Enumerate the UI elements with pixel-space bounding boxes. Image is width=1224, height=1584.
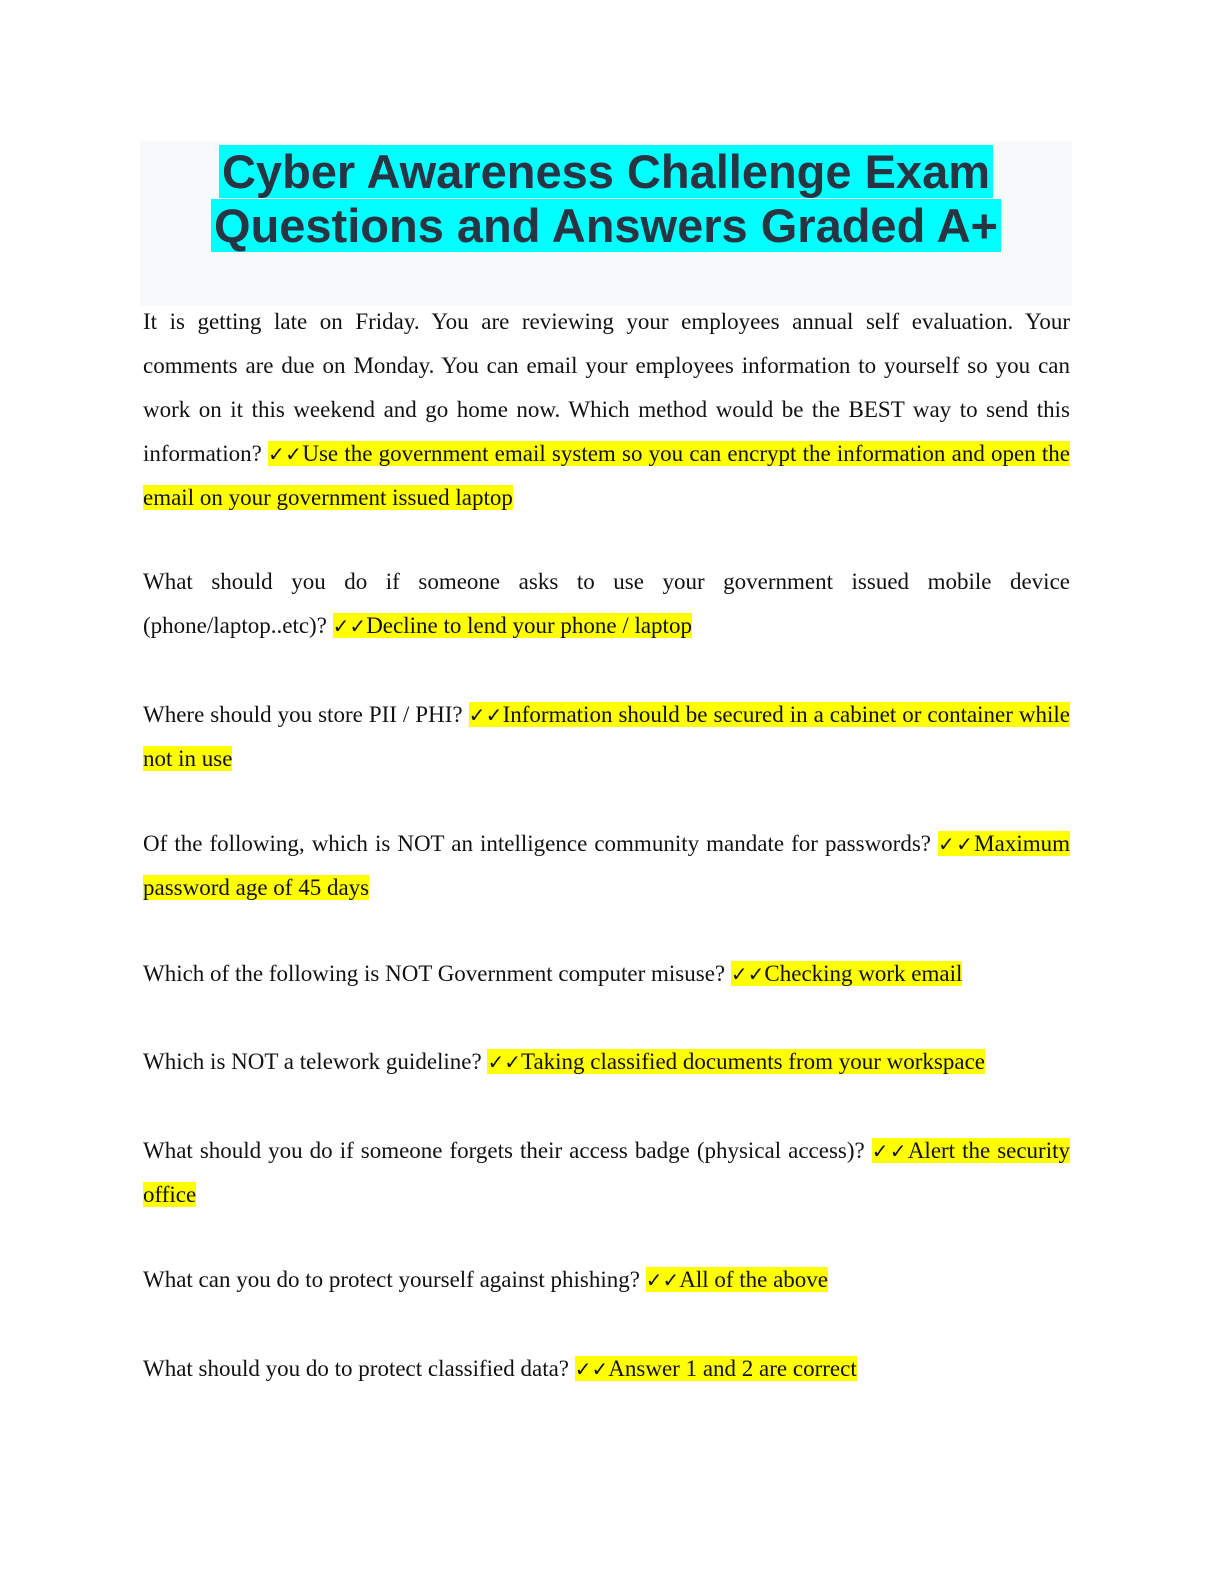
- question-text: What should you do if someone asks to use your government issued mobile device (phone/laptop..etc)?: [143, 569, 1070, 638]
- answer-text: Decline to lend your phone / laptop: [366, 613, 692, 638]
- answer-text: Alert the security office: [143, 1138, 1070, 1207]
- question-answer-list: [143, 300, 1070, 1391]
- qa-item: [143, 952, 1070, 996]
- qa-item: [143, 1258, 1070, 1302]
- question-text: What should you do to protect classified data?: [143, 1356, 570, 1381]
- double-check-icon: ✓✓: [871, 1139, 908, 1163]
- qa-item: [143, 1040, 1070, 1084]
- qa-item: [143, 300, 1070, 520]
- question-text: What should you do if someone forgets their access badge (physical access)?: [143, 1138, 865, 1163]
- answer-highlight: [333, 613, 692, 638]
- double-check-icon: ✓✓: [730, 962, 765, 986]
- question-text: What can you do to protect yourself against phishing?: [143, 1267, 640, 1292]
- answer-highlight: [487, 1049, 985, 1074]
- question-text: Which is NOT a telework guideline?: [143, 1049, 482, 1074]
- answer-text: Maximum password age of 45 days: [143, 831, 1070, 900]
- title-banner: [140, 141, 1072, 306]
- question-text: Where should you store PII / PHI?: [143, 702, 463, 727]
- answer-highlight: [575, 1356, 857, 1381]
- question-text: Of the following, which is NOT an intelligence community mandate for passwords?: [143, 831, 931, 856]
- answer-text: Taking classified documents from your workspace: [521, 1049, 986, 1074]
- qa-item: [143, 693, 1070, 781]
- answer-text: Checking work email: [764, 961, 963, 986]
- double-check-icon: ✓✓: [645, 1268, 680, 1292]
- answer-highlight: [731, 961, 963, 986]
- document-title: [140, 141, 1072, 253]
- double-check-icon: ✓✓: [938, 832, 975, 856]
- title-highlight: Cyber Awareness Challenge Exam Questions and Answers Graded A+: [211, 145, 1001, 252]
- qa-item: [143, 1129, 1070, 1217]
- qa-item: [143, 822, 1070, 910]
- question-text: It is getting late on Friday. You are reviewing your employees annual self evaluation. Your comments are due on Monday. You can email your employees information to yourself so you can work on it this weekend and go home now. Which method would be the BEST way to send this information?: [143, 309, 1070, 466]
- double-check-icon: ✓✓: [332, 614, 367, 638]
- answer-text: Information should be secured in a cabinet or container while not in use: [143, 702, 1071, 771]
- qa-item: [143, 560, 1070, 648]
- answer-highlight: [143, 441, 1070, 510]
- answer-text: Use the government email system so you can encrypt the information and open the email on your government issued laptop: [143, 441, 1070, 510]
- double-check-icon: ✓✓: [468, 703, 503, 727]
- answer-text: Answer 1 and 2 are correct: [608, 1356, 857, 1381]
- question-text: Which of the following is NOT Government computer misuse?: [143, 961, 726, 986]
- double-check-icon: ✓✓: [574, 1357, 609, 1381]
- qa-item: [143, 1347, 1070, 1391]
- answer-highlight: [646, 1267, 828, 1292]
- double-check-icon: ✓✓: [487, 1050, 521, 1074]
- double-check-icon: ✓✓: [267, 442, 303, 466]
- answer-text: All of the above: [679, 1267, 829, 1292]
